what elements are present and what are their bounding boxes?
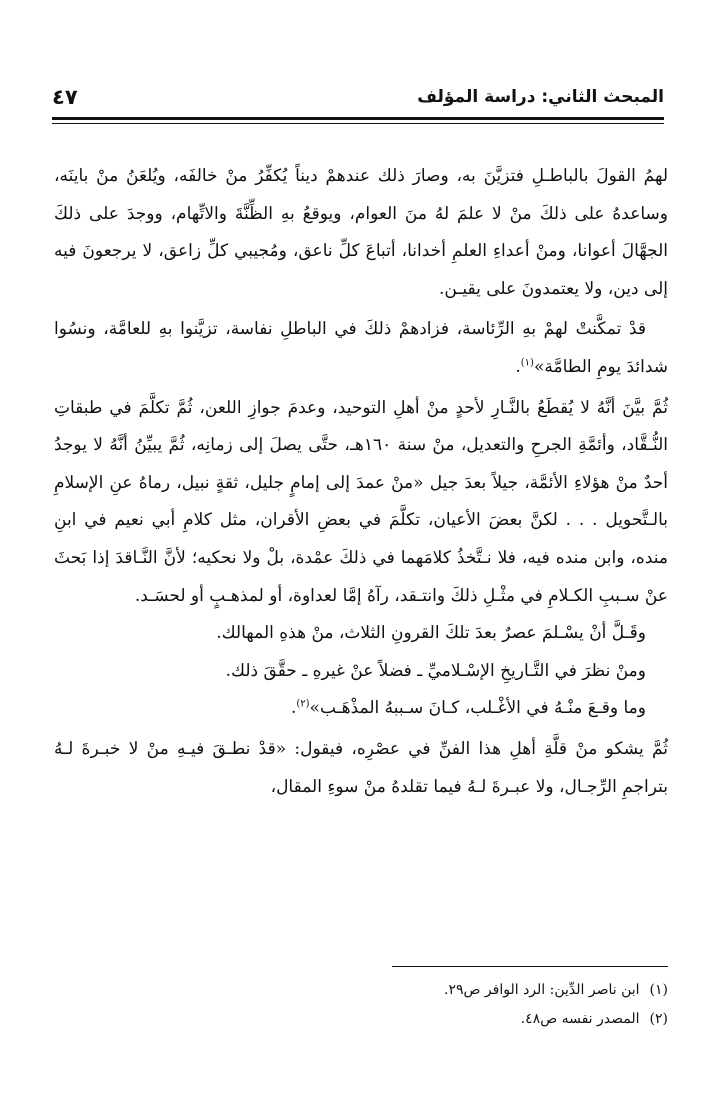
paragraph: ثُمَّ يشكو منْ قلَّةِ أهلِ هذا الفنِّ في عصْرِه، فيقول: «قدْ نطـقَ فيـهِ منْ لا خبـرةَ لـهُ بتراجمِ الرِّجـال، ولا عبـرةَ لـهُ فيما تقلدهُ منْ سوءِ المقال،: [54, 738, 668, 797]
footnote: [54, 976, 668, 1005]
chapter-title: المبحث الثاني: دراسة المؤلف: [417, 87, 664, 107]
paragraph: قدْ تمكَّنتْ لهمْ بهِ الرِّئاسة، فزادهمْ ذلكَ في الباطلِ نفاسة، تزيَّنوا بهِ للعامَّة، ونسُوا شدائدَ يومِ الطامَّة»$^{(١)}$.: [54, 319, 668, 377]
paragraph: ومنْ نظرَ في التَّـاريخِ الإسْـلاميِّ ـ فضلاً عنْ غيرهِ ـ حقَّقَ ذلك.: [225, 660, 646, 681]
footnote-ref[interactable]: (١): [520, 357, 534, 369]
footnote-separator: [392, 966, 668, 967]
footnote: [54, 1005, 668, 1034]
running-header: [52, 82, 664, 116]
footnote-text: المصدر نفسه ص٤٨.: [520, 1011, 640, 1027]
page-number: ٤٧: [52, 85, 78, 109]
main-text: [54, 158, 668, 806]
footnote-number: (١): [649, 982, 668, 998]
header-rule-thin: [52, 123, 664, 124]
footnote-ref[interactable]: (٢): [296, 698, 310, 710]
paragraph: وقَـلَّ أنْ يسْـلمَ عصرٌ بعدَ تلكَ القرونِ الثلاث، منْ هذهِ المهالك.: [216, 623, 646, 644]
footnote-number: (٢): [649, 1011, 668, 1027]
header-rule-thick: [52, 117, 664, 120]
footnote-text: ابن ناصر الدِّين: الرد الوافر ص٢٩.: [444, 982, 640, 998]
paragraph: ثُمَّ بيَّنَ أنَّهُ لا يُقطَعُ بالنَّـارِ لأحدٍ منْ أهلِ التوحيد، وعدمَ جوازِ اللعن، ثُمَّ تكلَّمَ في طبقاتِ النُّـقَّاد، وأئمَّةِ الجرحِ والتعديل، منْ سنة ١٦٠هـ، حتَّى يصلَ إلى زمانِه، ثُمَّ يبيِّنُ أنَّهُ لا يوجدُ أحدٌ منْ هؤلاءِ الأئمَّة، جيلاً بعدَ جيل «منْ عمدَ إلى إمامٍ جليل، ثقةٍ نبيل، رماهُ عنِ الإسلامِ بالـتَّحويل . . . لكنَّ بعضَ الأعيان، تكلَّمَ في بعضِ الأقران، مثل كلامِ أبي نعيم في ابنِ منده، وابن منده فيه، فلا نـتَّخذُ كلامَهما في ذلكَ عمْدة، بلْ ولا نحكيه؛ لأنَّ النَّـاقدَ إذا بَحثَ عنْ سـببِ الكـلامِ في مثْـلِ ذلكَ وانتـقد، رآهُ إمَّا لعداوة، أو لمذهـبٍ أو لحسَـد.: [54, 397, 669, 606]
footnotes: [54, 976, 668, 1034]
paragraph: لهمُ القولَ بالباطـلِ فتزيَّنَ به، وصارَ ذلك عندهمْ ديناً يُكفِّرُ منْ خالفَه، ويُلعَنُ منْ باينَه، وساعدهُ على ذلكَ منْ لا علمَ لهُ منَ العوام، ويوقعُ بهِ الظِّنَّةَ والاتِّهام، ووجدَ على ذلكَ الجهَّالَ أعوانا، ومنْ أعداءِ العلمِ أخدانا، أتباعَ كلِّ ناعق، ومُجيبي كلِّ زاعق، لا يرجعونَ فيه إلى دين، ولا يعتمدونَ على يقيـن.: [54, 166, 668, 299]
paragraph: وما وقـعَ منْـهُ في الأغْـلب، كـانَ سـببهُ المذْهَـب»$^{(٢)}$.: [290, 698, 646, 719]
